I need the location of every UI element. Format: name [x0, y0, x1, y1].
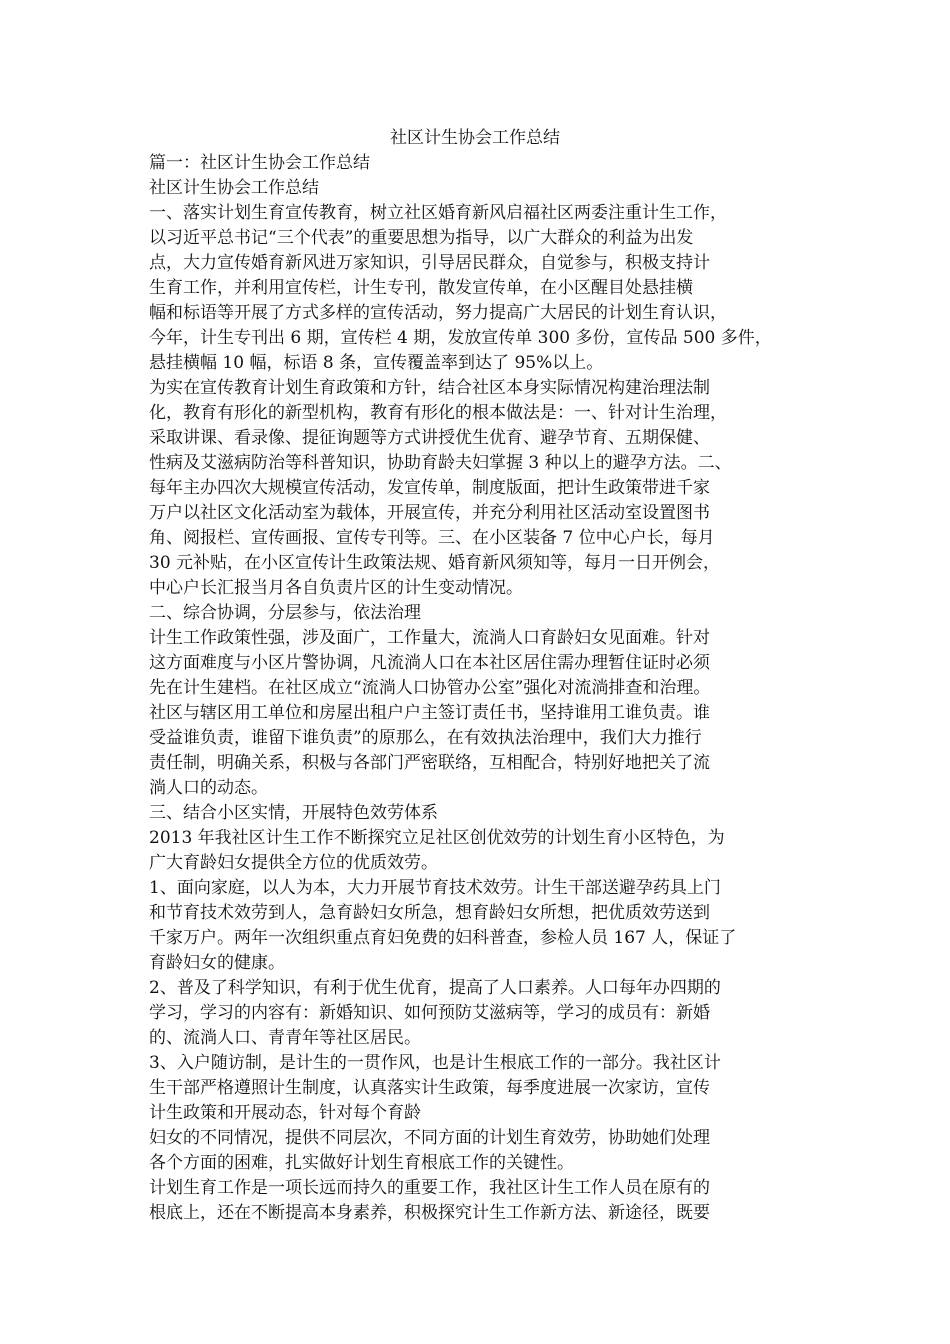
document-line: 今年，计生专刊出 6 期，宣传栏 4 期，发放宣传单 300 多份，宣传品 500 多件， [149, 328, 772, 348]
document-line: 这方面难度与小区片警协调，凡流淌人口在本社区居住需办理暂住证时必须 [149, 653, 710, 673]
document-line: 的、流淌人口、青青年等社区居民。 [149, 1028, 421, 1048]
document-line: 广大育龄妇女提供全方位的优质效劳。 [149, 853, 438, 873]
document-line: 社区计生协会工作总结 [149, 178, 319, 198]
document-line: 幅和标语等开展了方式多样的宣传活动，努力提高广大居民的计划生育认识， [149, 303, 727, 323]
document-line: 悬挂横幅 10 幅，标语 8 条，宣传覆盖率到达了 95%以上。 [149, 353, 604, 373]
document-line: 中心户长汇报当月各自负责片区的计生变动情况。 [149, 578, 523, 598]
document-line: 生育工作，并利用宣传栏，计生专刊，散发宣传单，在小区醒目处悬挂横 [149, 278, 693, 298]
document-line: 以习近平总书记“三个代表”的重要思想为指导，以广大群众的利益为出发 [149, 228, 694, 248]
document-line: 三、结合小区实情，开展特色效劳体系 [149, 803, 438, 823]
document-line: 采取讲课、看录像、提征询题等方式讲授优生优育、避孕节育、五期保健、 [149, 428, 710, 448]
document-line: 妇女的不同情况，提供不同层次，不同方面的计划生育效劳，协助她们处理 [149, 1128, 710, 1148]
document-line: 万户以社区文化活动室为载体，开展宣传，并充分利用社区活动室设置图书 [149, 503, 710, 523]
document-line: 30 元补贴，在小区宣传计生政策法规、婚育新风须知等，每月一日开例会， [149, 553, 721, 573]
document-line: 和节育技术效劳到人，急育龄妇女所急，想育龄妇女所想，把优质效劳送到 [149, 903, 710, 923]
document-line: 计划生育工作是一项长远而持久的重要工作，我社区计生工作人员在原有的 [149, 1178, 710, 1198]
document-line: 1、面向家庭，以人为本，大力开展节育技术效劳。计生干部送避孕药具上门 [149, 878, 721, 898]
document-body [149, 151, 814, 1226]
document-line: 计生政策和开展动态，针对每个育龄 [149, 1103, 421, 1123]
document-line: 各个方面的困难，扎实做好计划生育根底工作的关键性。 [149, 1153, 574, 1173]
document-line: 根底上，还在不断提高本身素养，积极探究计生工作新方法、新途径，既要 [149, 1203, 710, 1223]
document-line: 学习，学习的内容有：新婚知识、如何预防艾滋病等，学习的成员有：新婚 [149, 1003, 710, 1023]
document-line: 育龄妇女的健康。 [149, 953, 285, 973]
document-line: 社区与辖区用工单位和房屋出租户户主签订责任书，坚持谁用工谁负责。谁 [149, 703, 710, 723]
document-line: 2013 年我社区计生工作不断探究立足社区创优效劳的计划生育小区特色，为 [149, 828, 725, 848]
document-title: 社区计生协会工作总结 [390, 128, 560, 148]
document-line: 受益谁负责，谁留下谁负责”的原那么，在有效执法治理中，我们大力推行 [149, 728, 702, 748]
document-line: 3、入户随访制，是计生的一贯作风，也是计生根底工作的一部分。我社区计 [149, 1053, 721, 1073]
document-line: 二、综合协调，分层参与，依法治理 [149, 603, 421, 623]
document-line: 角、阅报栏、宣传画报、宣传专刊等。三、在小区装备 7 位中心户长，每月 [149, 528, 715, 548]
document-line: 计生工作政策性强，涉及面广，工作量大，流淌人口育龄妇女见面难。针对 [149, 628, 710, 648]
document-line: 2、普及了科学知识，有利于优生优育，提高了人口素养。人口每年办四期的 [149, 978, 721, 998]
document-line: 一、落实计划生育宣传教育，树立社区婚育新风启福社区两委注重计生工作， [149, 203, 727, 223]
document-line: 性病及艾滋病防治等科普知识，协助育龄夫妇掌握 3 种以上的避孕方法。二、 [149, 453, 732, 473]
document-line: 淌人口的动态。 [149, 778, 268, 798]
document-line: 生干部严格遵照计生制度，认真落实计生政策，每季度进展一次家访，宣传 [149, 1078, 710, 1098]
document-line: 责任制，明确关系，积极与各部门严密联络，互相配合，特别好地把关了流 [149, 753, 710, 773]
document-line: 为实在宣传教育计划生育政策和方针，结合社区本身实际情况构建治理法制 [149, 378, 710, 398]
document-line: 千家万户。两年一次组织重点育妇免费的妇科普查，参检人员 167 人，保证了 [149, 928, 737, 948]
document-line: 篇一：社区计生协会工作总结 [149, 153, 370, 173]
document-line: 先在计生建档。在社区成立“流淌人口协管办公室”强化对流淌排查和治理。 [149, 678, 711, 698]
document-line: 每年主办四次大规模宣传活动，发宣传单，制度版面，把计生政策带进千家 [149, 478, 710, 498]
document-line: 点，大力宣传婚育新风进万家知识，引导居民群众，自觉参与，积极支持计 [149, 253, 710, 273]
document-line: 化，教育有形化的新型机构，教育有形化的根本做法是：一、针对计生治理， [149, 403, 727, 423]
